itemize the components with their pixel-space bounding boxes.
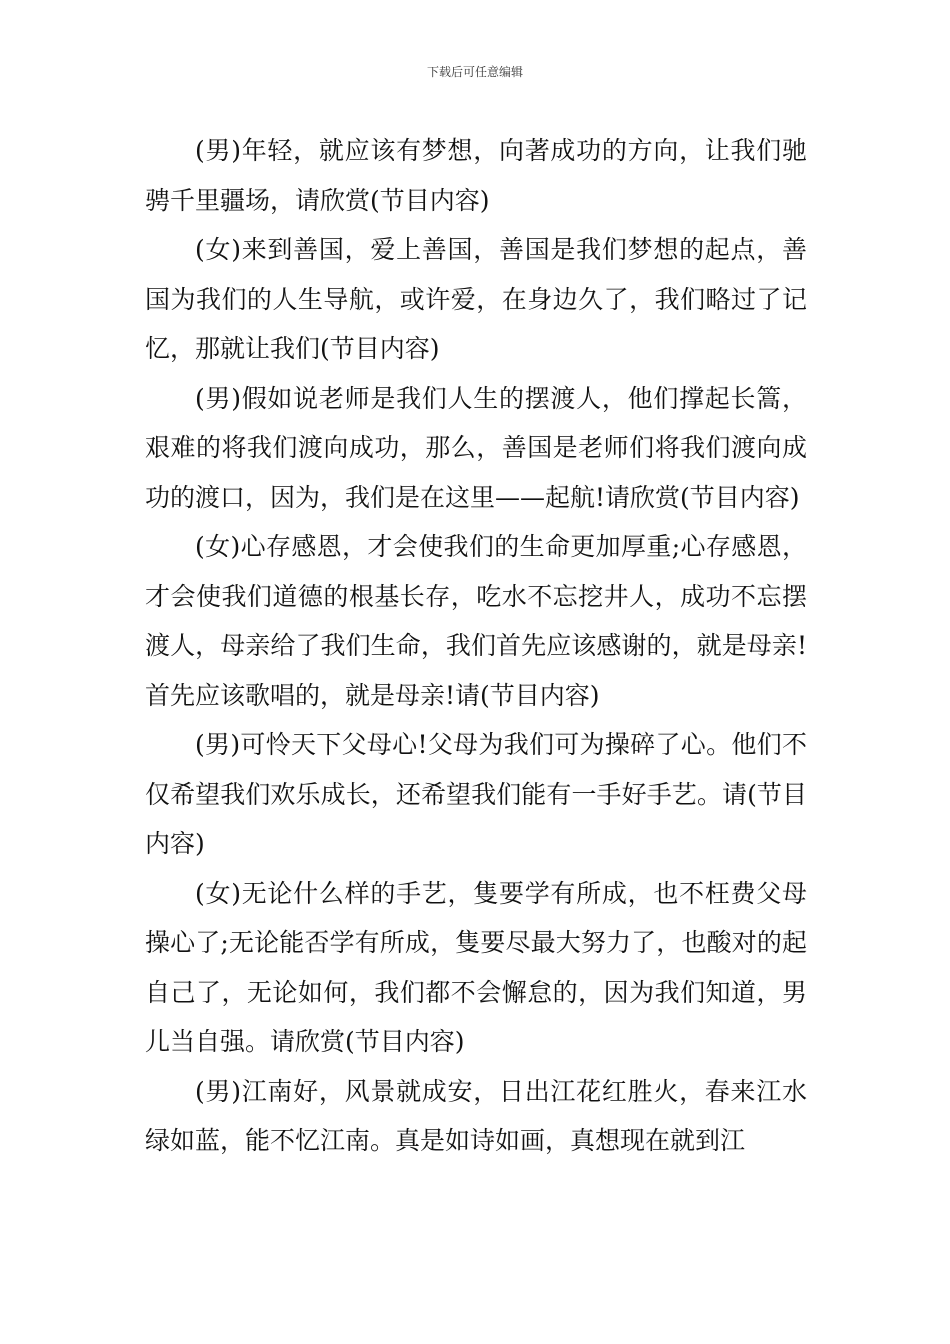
page-header-note: 下载后可任意编辑 (426, 65, 523, 79)
paragraph-4: (女)心存感恩，才会使我们的生命更加厚重;心存感恩，才会使我们道德的根基长存，吃水不忘挖井人，成功不忘摆渡人，母亲给了我们生命，我们首先应该感谢的，就是母亲!首先应该歌唱的，就是母亲!请(节目内容) (145, 532, 807, 710)
paragraph-3: (男)假如说老师是我们人生的摆渡人，他们撑起长篙，艰难的将我们渡向成功，那么，善国是老师们将我们渡向成功的渡口，因为，我们是在这里——起航!请欣赏(节目内容) (145, 383, 807, 512)
paragraph-1: (男)年轻，就应该有梦想，向著成功的方向，让我们驰骋千里疆场，请欣赏(节目内容) (145, 136, 807, 215)
paragraph-5: (男)可怜天下父母心!父母为我们可为操碎了心。他们不仅希望我们欢乐成长，还希望我们能有一手好手艺。请(节目内容) (145, 730, 807, 858)
paragraph-2: (女)来到善国，爱上善国，善国是我们梦想的起点，善国为我们的人生导航，或许爱，在身边久了，我们略过了记忆，那就让我们(节目内容) (145, 235, 807, 363)
document-body (145, 126, 807, 1166)
paragraph-6: (女)无论什么样的手艺，隻要学有所成，也不枉费父母操心了;无论能否学有所成，隻要尽最大努力了，也酸对的起自己了，无论如何，我们都不会懈怠的，因为我们知道，男儿当自强。请欣赏(节目内容) (145, 878, 807, 1056)
paragraph-7: (男)江南好，风景就成安，日出江花红胜火，春来江水绿如蓝，能不忆江南。真是如诗如画，真想现在就到江 (145, 1076, 807, 1155)
